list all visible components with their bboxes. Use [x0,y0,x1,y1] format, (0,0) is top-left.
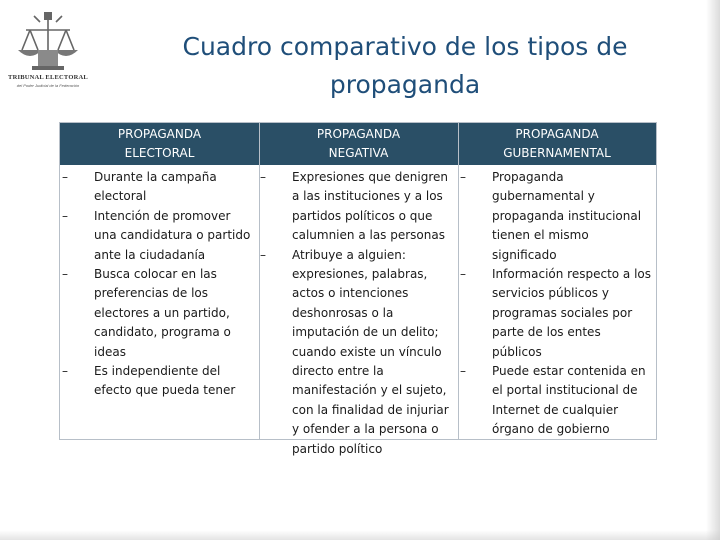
list-item: – Propaganda gubernamental y propaganda institucional tienen el mismo significado [460,170,642,262]
list-item: – Es independiente del efecto que pueda tener [62,364,236,398]
bullet-dash: – [260,247,266,262]
bullet-dash: – [62,267,68,282]
header-electoral: PROPAGANDA ELECTORAL [117,127,202,160]
list-item: – Expresiones que denigren a las instituciones y a los partidos políticos o que calumnien a las personas [260,170,448,243]
list-item: – Busca colocar en las preferencias de los electores a un partido, candidato, programa o ideas [62,267,231,359]
page-title: Cuadro comparativo de los tipos de propaganda [182,32,628,99]
bullet-dash: – [460,267,466,282]
header-negativa: PROPAGANDA NEGATIVA [316,127,401,160]
list-item: – Puede estar contenida en el portal institucional de Internet de cualquier órgano de gobierno [460,364,646,437]
tribunal-logo [8,10,88,92]
bullet-dash: – [62,364,68,379]
bullet-dash: – [460,364,466,379]
column-negativa [260,168,450,459]
logo-tagline: del Poder Judicial de la Federación [16,83,80,88]
bullet-dash: – [260,170,266,184]
column-divider [458,123,459,439]
bullet-dash: – [460,170,466,184]
header-gubernamental: PROPAGANDA GUBERNAMENTAL [503,127,611,160]
column-gubernamental [460,168,652,440]
list-item: – Durante la campaña electoral [62,170,217,204]
scales-of-justice-icon [12,10,84,72]
list-item: – Información respecto a los servicios públicos y programas sociales por parte de los entes públicos [460,267,652,359]
table-header-row [60,123,656,165]
bullet-dash: – [62,208,68,223]
bullet-dash: – [62,170,68,184]
slide-shadow-bottom [0,530,720,540]
comparison-table [59,122,657,456]
slide-shadow-right [706,0,720,540]
logo-org-name: TRIBUNAL ELECTORAL [8,74,88,81]
list-item: – Intención de promover una candidatura o partido ante la ciudadanía [62,208,251,262]
column-electoral [62,168,252,401]
list-item: – Atribuye a alguien: expresiones, palabras, actos o intenciones deshonrosas o la imputación de un delito; cuando existe un vínculo directo entre la manifestación y el sujeto, con la finalidad de injuriar y ofender a la persona o partido político [260,247,449,456]
